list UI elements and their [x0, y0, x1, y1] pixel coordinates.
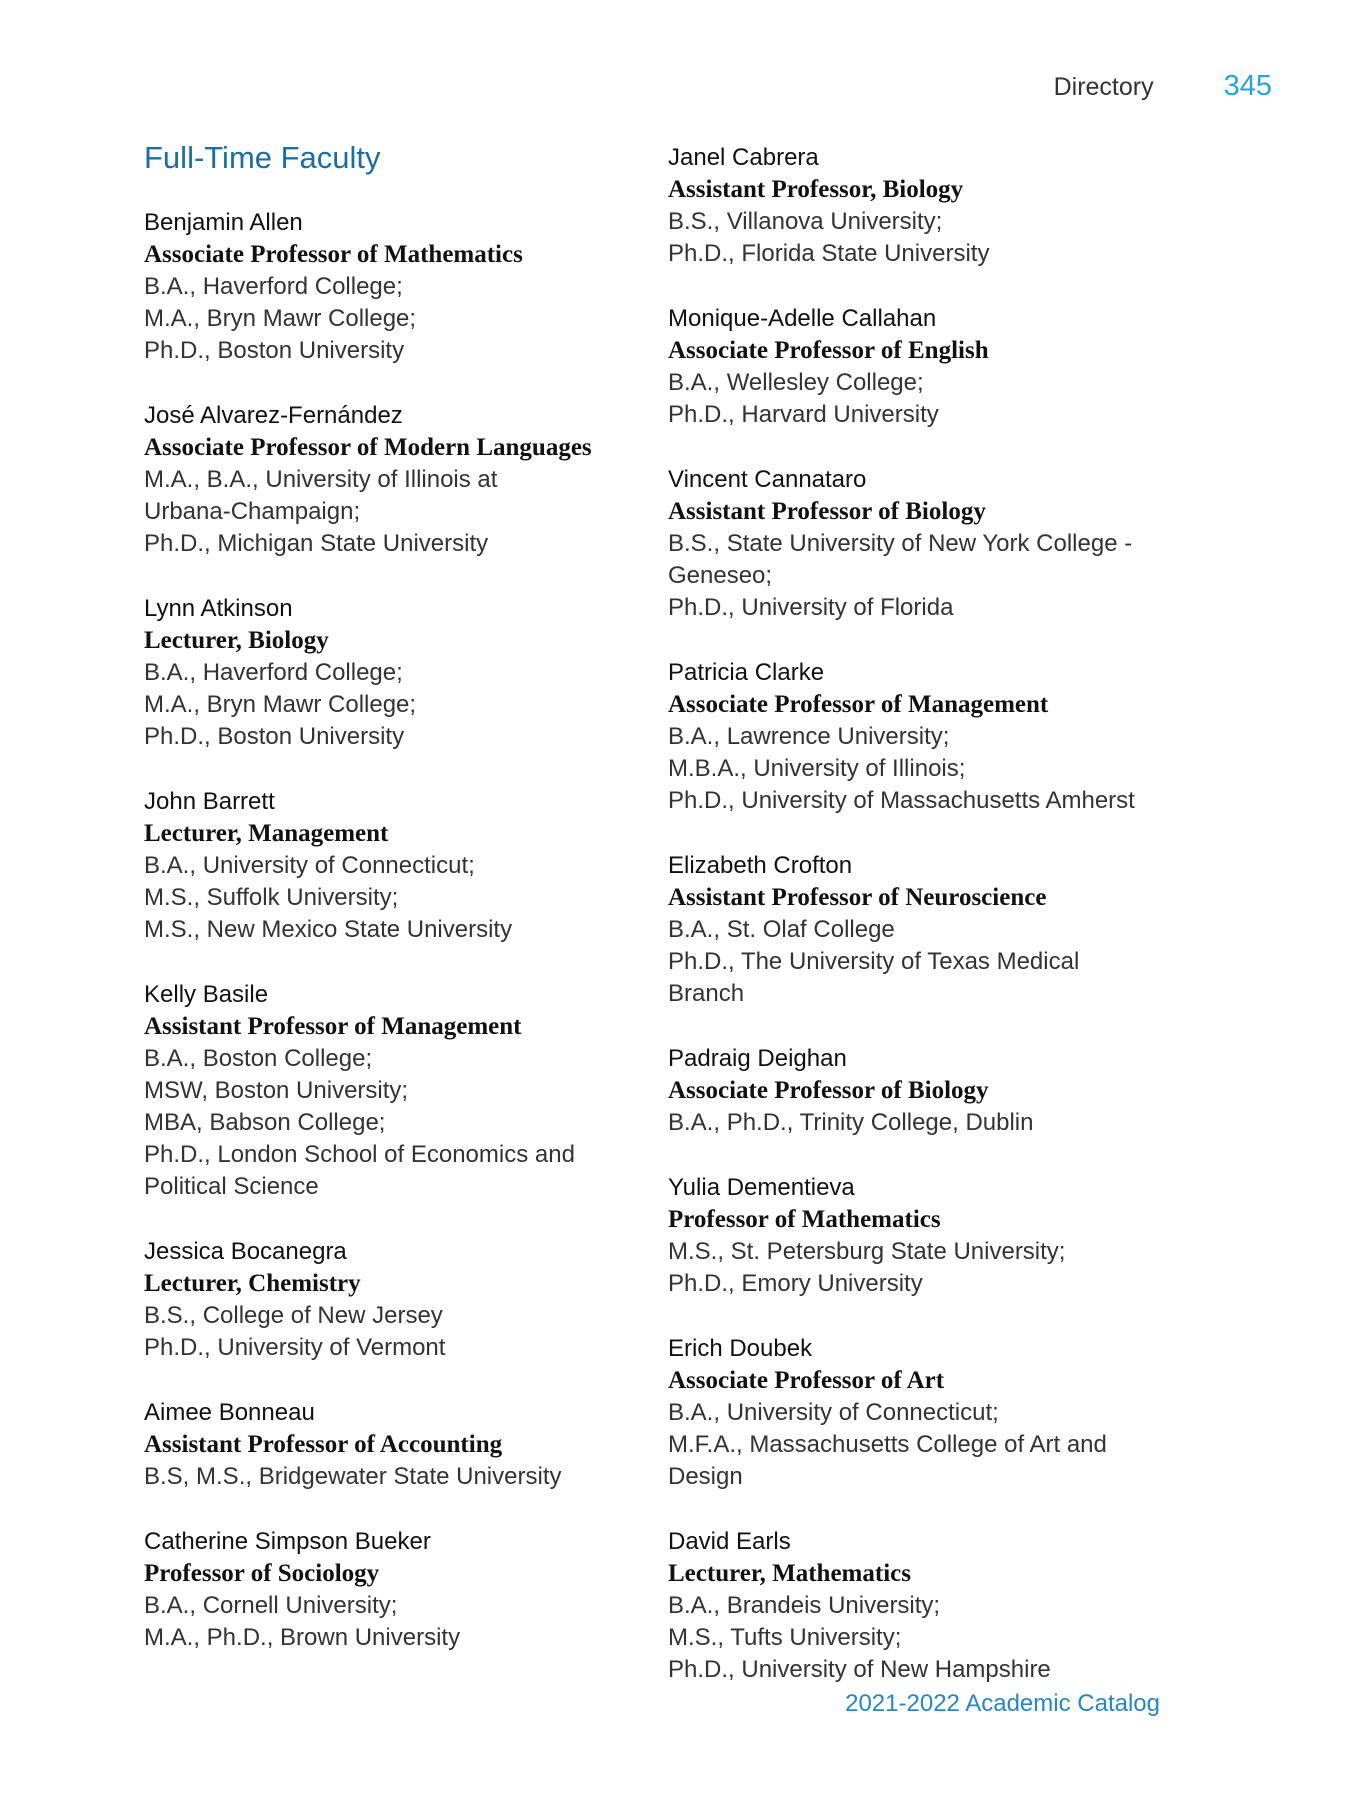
faculty-entry: [144, 1397, 614, 1493]
faculty-entry: [144, 1236, 614, 1364]
faculty-entry: [668, 1172, 1138, 1300]
faculty-entry: [668, 303, 1138, 431]
faculty-title: Associate Professor of Art: [668, 1367, 945, 1394]
faculty-name: Yulia Dementieva: [668, 1174, 855, 1201]
faculty-entry: [144, 979, 614, 1203]
faculty-entry: [668, 850, 1138, 1010]
faculty-name: Monique-Adelle Callahan: [668, 305, 937, 332]
faculty-title: Lecturer, Mathematics: [668, 1560, 911, 1587]
faculty-degree: Ph.D., Boston University: [144, 723, 405, 750]
faculty-title: Professor of Sociology: [144, 1560, 380, 1587]
faculty-degree: M.F.A., Massachusetts College of Art and: [668, 1431, 1107, 1458]
faculty-degree: M.S., St. Petersburg State University;: [668, 1238, 1066, 1265]
faculty-degree: Ph.D., University of Massachusetts Amherst: [668, 787, 1135, 814]
faculty-name: Patricia Clarke: [668, 659, 825, 686]
faculty-degree: Ph.D., University of New Hampshire: [668, 1656, 1051, 1683]
faculty-entry: [144, 1526, 614, 1654]
faculty-title: Assistant Professor of Biology: [668, 498, 986, 525]
faculty-degree: B.A., Cornell University;: [144, 1592, 398, 1619]
faculty-entry: [144, 207, 614, 367]
faculty-degree: B.A., University of Connecticut;: [668, 1399, 999, 1426]
faculty-degree: M.B.A., University of Illinois;: [668, 755, 966, 782]
faculty-entry: [668, 1043, 1138, 1139]
faculty-title: Assistant Professor of Management: [144, 1013, 522, 1040]
faculty-degree: Ph.D., Emory University: [668, 1270, 923, 1297]
faculty-name: Vincent Cannataro: [668, 466, 867, 493]
faculty-title: Associate Professor of Mathematics: [144, 241, 523, 268]
faculty-degree: B.S., State University of New York College -: [668, 530, 1133, 557]
running-header: [1054, 70, 1272, 103]
faculty-title: Professor of Mathematics: [668, 1206, 941, 1233]
faculty-name: José Alvarez-Fernández: [144, 402, 403, 429]
right-column: [668, 142, 1138, 1719]
faculty-name: Kelly Basile: [144, 981, 269, 1008]
faculty-entry: [668, 657, 1138, 817]
faculty-title: Assistant Professor, Biology: [668, 176, 964, 203]
faculty-name: Jessica Bocanegra: [144, 1238, 347, 1265]
faculty-degree: MBA, Babson College;: [144, 1109, 386, 1136]
faculty-degree: Ph.D., Boston University: [144, 337, 405, 364]
faculty-title: Associate Professor of English: [668, 337, 989, 364]
faculty-entry: [144, 400, 614, 560]
faculty-degree: Design: [668, 1463, 743, 1490]
faculty-entry: [668, 142, 1138, 270]
faculty-degree: M.S., Tufts University;: [668, 1624, 902, 1651]
faculty-name: Janel Cabrera: [668, 144, 819, 171]
faculty-degree: B.A., Wellesley College;: [668, 369, 924, 396]
faculty-degree: B.S., Villanova University;: [668, 208, 943, 235]
faculty-degree: B.A., Ph.D., Trinity College, Dublin: [668, 1109, 1034, 1136]
faculty-degree: M.A., Bryn Mawr College;: [144, 691, 417, 718]
faculty-title: Lecturer, Management: [144, 820, 389, 847]
faculty-title: Assistant Professor of Neuroscience: [668, 884, 1047, 911]
left-column: [144, 207, 614, 1687]
faculty-degree: Ph.D., The University of Texas Medical Branch: [668, 948, 1080, 1007]
faculty-degree: Political Science: [144, 1173, 319, 1200]
faculty-degree: MSW, Boston University;: [144, 1077, 409, 1104]
faculty-name: Erich Doubek: [668, 1335, 813, 1362]
faculty-degree: M.S., New Mexico State University: [144, 916, 513, 943]
faculty-degree: Ph.D., Florida State University: [668, 240, 990, 267]
faculty-title: Associate Professor of Management: [668, 691, 1049, 718]
faculty-degree: B.A., Haverford College;: [144, 659, 403, 686]
footer-catalog-title: 2021-2022 Academic Catalog: [845, 1690, 1160, 1717]
faculty-title: Associate Professor of Biology: [668, 1077, 989, 1104]
faculty-degree: Ph.D., University of Vermont: [144, 1334, 446, 1361]
faculty-entry: [668, 1526, 1138, 1686]
faculty-degree: M.A., Ph.D., Brown University: [144, 1624, 461, 1651]
faculty-degree: M.A., B.A., University of Illinois at: [144, 466, 498, 493]
faculty-title: Lecturer, Biology: [144, 627, 329, 654]
faculty-name: John Barrett: [144, 788, 275, 815]
faculty-name: Padraig Deighan: [668, 1045, 847, 1072]
faculty-degree: Ph.D., University of Florida: [668, 594, 954, 621]
faculty-degree: M.S., Suffolk University;: [144, 884, 399, 911]
faculty-degree: B.A., Brandeis University;: [668, 1592, 941, 1619]
page-heading: Full-Time Faculty: [144, 140, 381, 175]
faculty-degree: Ph.D., Michigan State University: [144, 530, 489, 557]
faculty-degree: B.A., University of Connecticut;: [144, 852, 475, 879]
faculty-name: David Earls: [668, 1528, 791, 1555]
faculty-entry: [144, 786, 614, 946]
page-number: 345: [1223, 70, 1272, 102]
faculty-degree: Urbana-Champaign;: [144, 498, 361, 525]
faculty-entry: [144, 593, 614, 753]
faculty-name: Benjamin Allen: [144, 209, 303, 236]
faculty-degree: B.A., Boston College;: [144, 1045, 373, 1072]
faculty-degree: B.A., Lawrence University;: [668, 723, 950, 750]
faculty-degree: B.A., Haverford College;: [144, 273, 403, 300]
section-label: Directory: [1053, 73, 1154, 101]
faculty-degree: M.A., Bryn Mawr College;: [144, 305, 417, 332]
faculty-title: Lecturer, Chemistry: [144, 1270, 361, 1297]
faculty-degree: B.A., St. Olaf College: [668, 916, 895, 943]
faculty-name: Lynn Atkinson: [144, 595, 293, 622]
faculty-degree: B.S., College of New Jersey: [144, 1302, 443, 1329]
faculty-degree: Ph.D., Harvard University: [668, 401, 939, 428]
faculty-name: Aimee Bonneau: [144, 1399, 315, 1426]
faculty-degree: B.S, M.S., Bridgewater State University: [144, 1463, 562, 1490]
faculty-name: Elizabeth Crofton: [668, 852, 853, 879]
faculty-entry: [668, 1333, 1138, 1493]
faculty-degree: Ph.D., London School of Economics and: [144, 1141, 575, 1168]
faculty-entry: [668, 464, 1138, 624]
faculty-degree: Geneseo;: [668, 562, 773, 589]
faculty-name: Catherine Simpson Bueker: [144, 1528, 431, 1555]
faculty-title: Assistant Professor of Accounting: [144, 1431, 503, 1458]
faculty-title: Associate Professor of Modern Languages: [144, 434, 592, 461]
